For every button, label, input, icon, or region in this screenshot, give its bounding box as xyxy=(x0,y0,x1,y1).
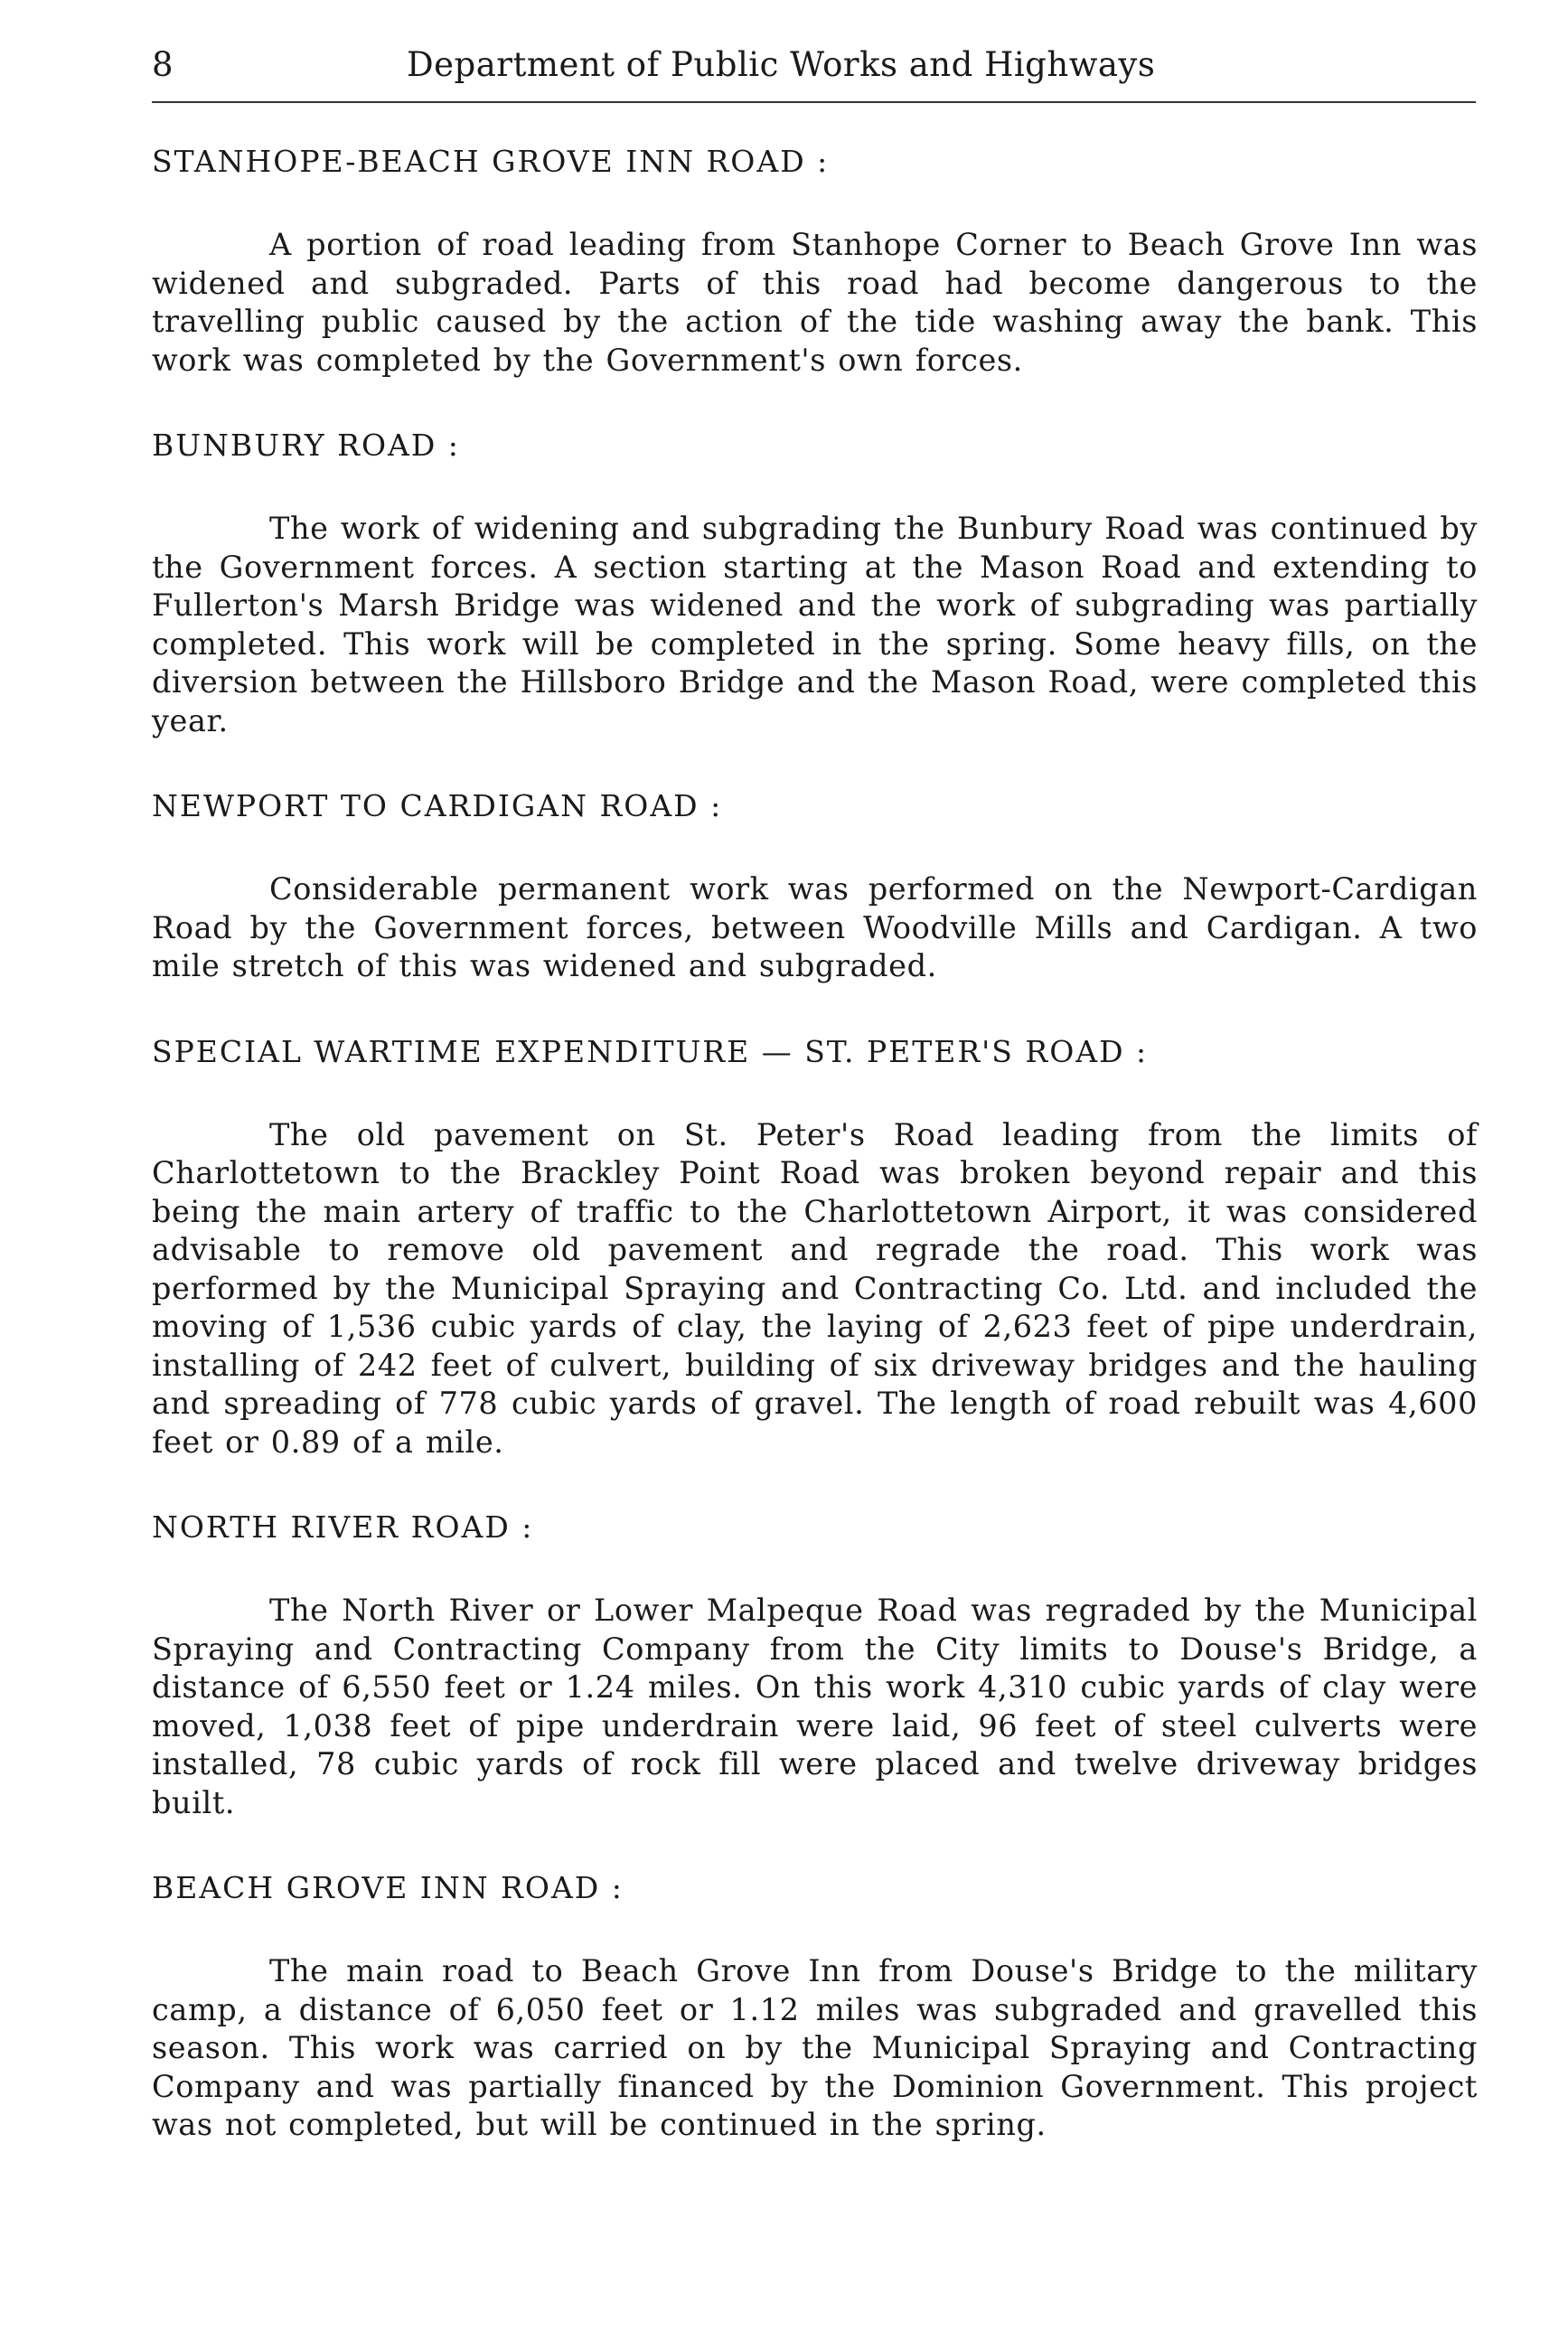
section-st-peters-road xyxy=(152,1031,1478,1462)
section-heading: STANHOPE-BEACH GROVE INN ROAD : xyxy=(152,144,830,179)
section-stanhope-beach-grove-inn-road xyxy=(152,141,1478,380)
section-newport-to-cardigan-road xyxy=(152,785,1478,986)
section-heading: NEWPORT TO CARDIGAN ROAD : xyxy=(152,788,723,823)
section-heading: NORTH RIVER ROAD : xyxy=(152,1509,534,1545)
section-bunbury-road xyxy=(152,425,1478,740)
section-paragraph: The main road to Beach Grove Inn from Douse's Bridge to the military camp, a distance of 6,050 feet or 1.12 miles was subgraded and gravelled this season. This work was carried on by the Municipal Spraying and Contracting Company and was partially financed by the Dominion Government. This project was not completed, but will be continued in the spring. xyxy=(152,1953,1478,2142)
running-title: Department of Public Works and Highways xyxy=(407,45,1156,84)
section-paragraph: The work of widening and subgrading the Bunbury Road was continued by the Government forces. A section starting at the Mason Road and extending to Fullerton's Marsh Bridge was widened and the work of subgrading was partially completed. This work will be completed in the spring. Some heavy fills, on the diversion between the Hillsboro Bridge and the Mason Road, were completed this year. xyxy=(152,511,1478,738)
section-north-river-road xyxy=(152,1507,1478,1822)
section-heading: SPECIAL WARTIME EXPENDITURE — ST. PETER'S ROAD : xyxy=(152,1033,1149,1069)
section-paragraph: A portion of road leading from Stanhope Corner to Beach Grove Inn was widened and subgraded. Parts of this road had become dangerous to the travelling public caused by the action of the tide washing away the bank. This work was completed by the Government's own forces. xyxy=(152,227,1478,378)
section-paragraph: The old pavement on St. Peter's Road leading from the limits of Charlottetown to the Brackley Point Road was broken beyond repair and this being the main artery of traffic to the Charlottetown Airport, it was considered advisable to remove old pavement and regrade the road. This work was performed by the Municipal Spraying and Contracting Co. Ltd. and included the moving of 1,536 cubic yards of clay, the laying of 2,623 feet of pipe underdrain, installing of 242 feet of culvert, building of six driveway bridges and the hauling and spreading of 778 cubic yards of gravel. The length of road rebuilt was 4,600 feet or 0.89 of a mile. xyxy=(152,1116,1478,1460)
page-number: 8 xyxy=(152,45,174,84)
section-heading: BEACH GROVE INN ROAD : xyxy=(152,1870,624,1905)
section-paragraph: The North River or Lower Malpeque Road was regraded by the Municipal Spraying and Contracting Company from the City limits to Douse's Bridge, a distance of 6,550 feet or 1.24 miles. On this work 4,310 cubic yards of clay were moved, 1,038 feet of pipe underdrain were laid, 96 feet of steel culverts were installed, 78 cubic yards of rock fill were placed and twelve driveway bridges built. xyxy=(152,1593,1478,1820)
document-page xyxy=(152,36,1478,2145)
section-heading: BUNBURY ROAD : xyxy=(152,428,460,463)
running-header xyxy=(152,36,1478,94)
section-beach-grove-inn-road xyxy=(152,1867,1478,2145)
header-rule xyxy=(152,101,1476,103)
section-paragraph: Considerable permanent work was performed on the Newport-Cardigan Road by the Government forces, between Woodville Mills and Cardigan. A two mile stretch of this was widened and subgraded. xyxy=(152,871,1478,983)
